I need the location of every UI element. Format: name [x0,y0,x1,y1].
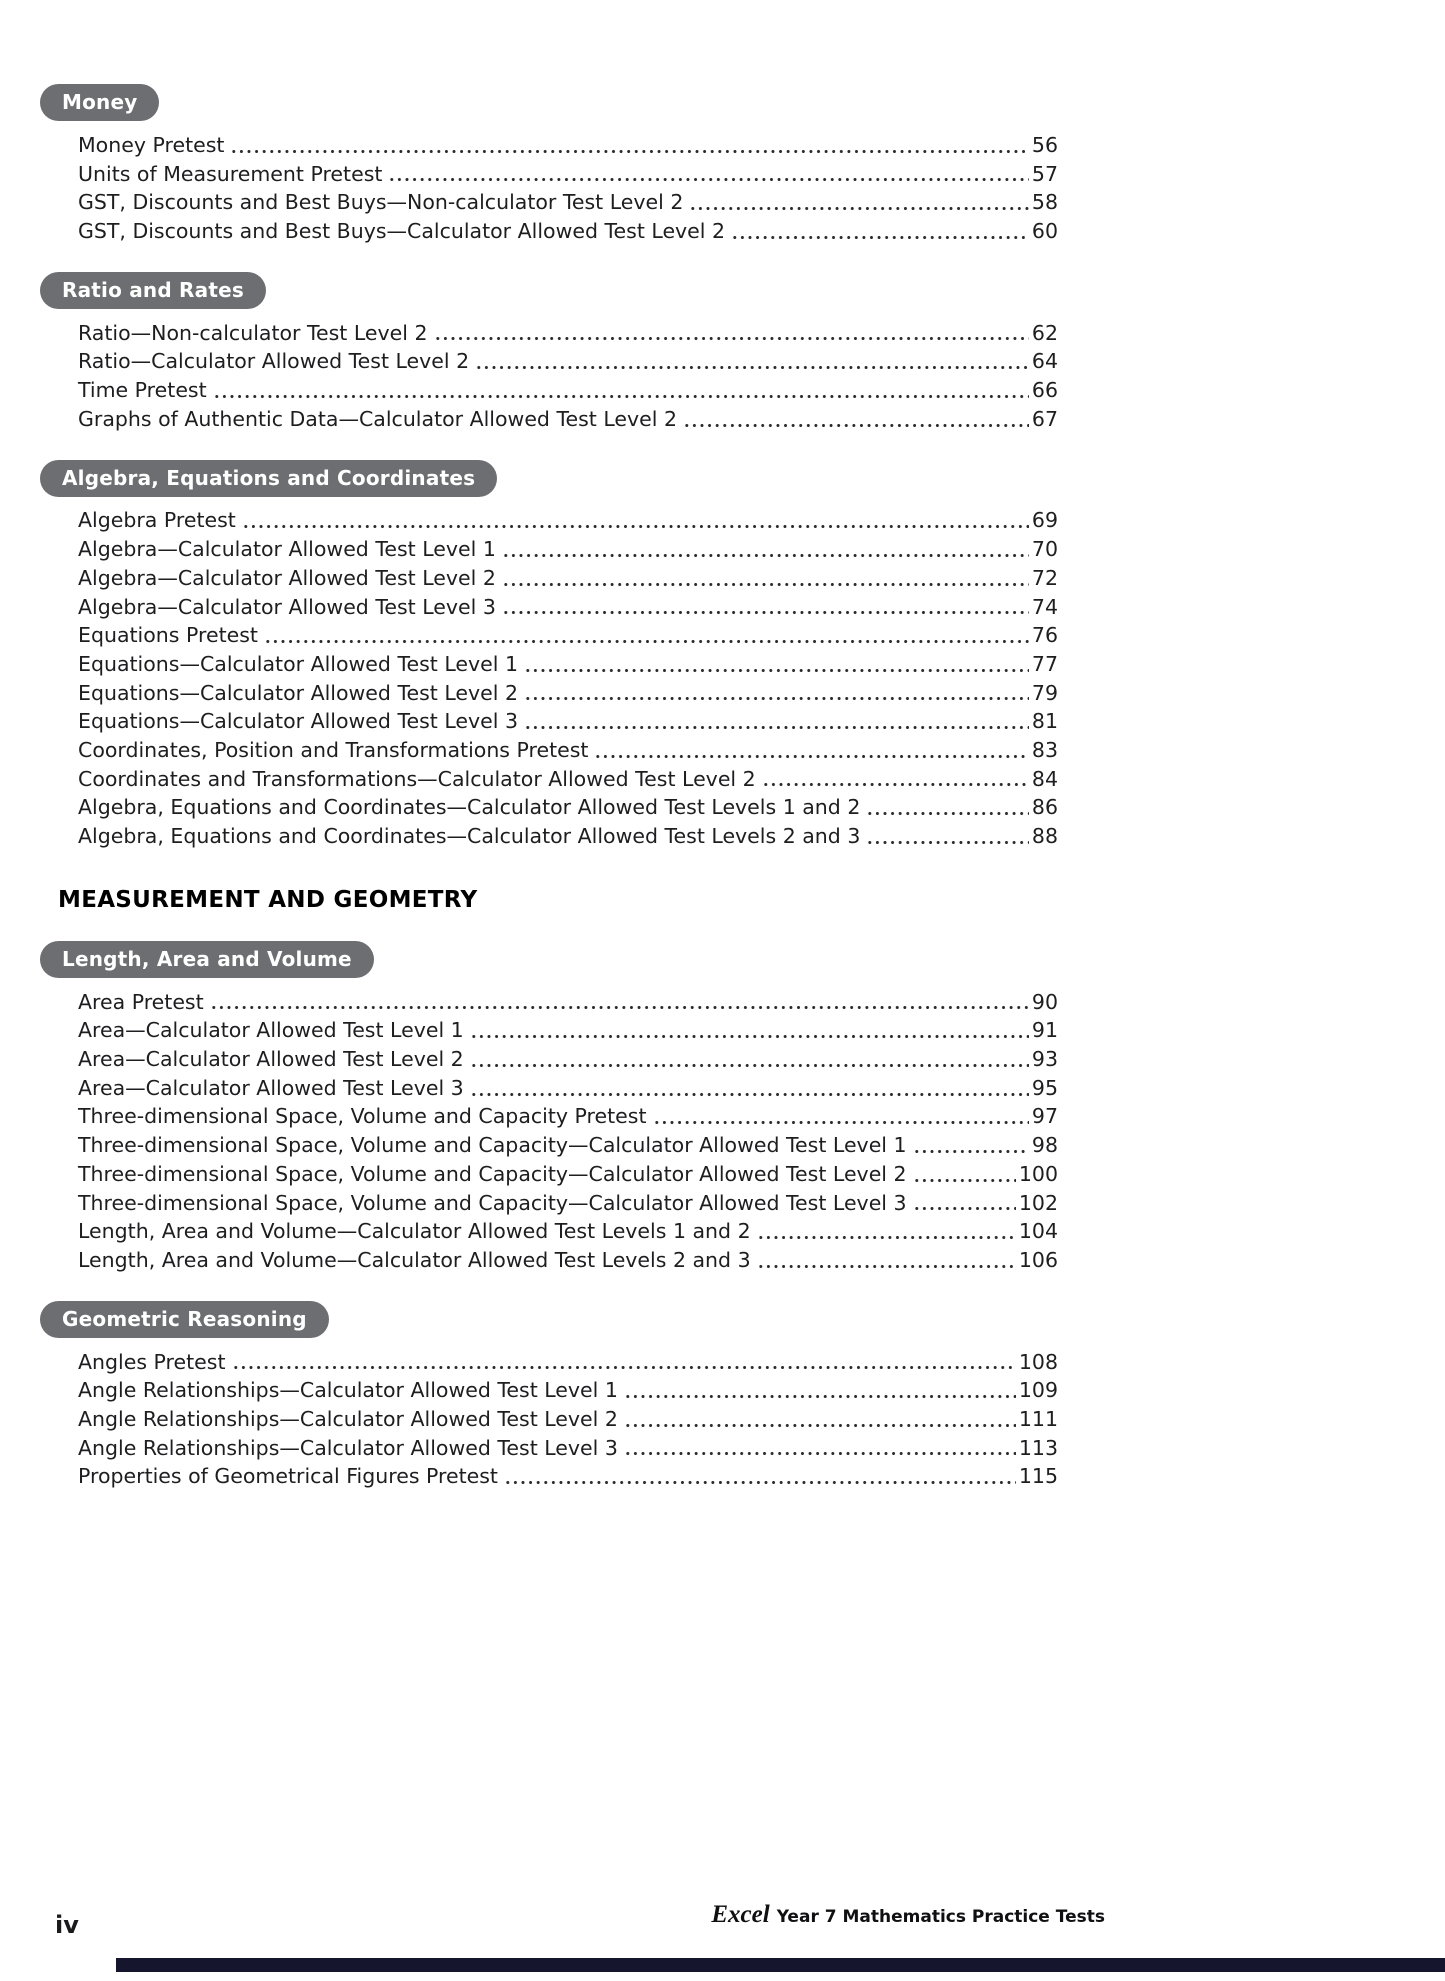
toc-entry-title: Algebra, Equations and Coordinates—Calculator Allowed Test Levels 2 and 3 [78,824,861,849]
toc-entry-title: Area—Calculator Allowed Test Level 3 [78,1075,464,1100]
toc-entry [78,1045,1058,1074]
toc-entry-title: Time Pretest [78,378,207,403]
dot-leader [230,150,1028,153]
toc-entry-title: Area Pretest [78,989,204,1014]
toc-entry-page: 70 [1031,537,1058,562]
section-algebra-equations-coordinates [40,460,1058,851]
section-pill: Length, Area and Volume [40,941,374,978]
dot-leader [624,1452,1016,1455]
dot-leader [689,207,1028,210]
toc-entry-page: 98 [1031,1133,1058,1158]
toc-entry [78,793,1058,822]
toc-entry [78,1376,1058,1405]
toc-entry [78,736,1058,765]
toc-entry-page: 104 [1018,1219,1058,1244]
toc-entry-title: Angle Relationships—Calculator Allowed Test Level 1 [78,1378,618,1403]
dot-leader [866,812,1029,815]
toc-entry-title: Length, Area and Volume—Calculator Allowed Test Levels 2 and 3 [78,1247,751,1272]
section-length-area-volume [40,941,1058,1275]
toc-entry [78,131,1058,160]
toc-entry [78,621,1058,650]
toc-entry-title: GST, Discounts and Best Buys—Calculator Allowed Test Level 2 [78,219,726,244]
toc-entry-title: Ratio—Non-calculator Test Level 2 [78,320,428,345]
toc-entry [78,988,1058,1017]
toc-entry-title: Graphs of Authentic Data—Calculator Allowed Test Level 2 [78,406,678,431]
toc-entry-page: 76 [1031,623,1058,648]
part-heading-measurement-and-geometry: MEASUREMENT AND GEOMETRY [58,886,478,913]
toc-entry-title: Three-dimensional Space, Volume and Capacity Pretest [78,1104,647,1129]
dot-leader [502,583,1029,586]
toc-entry [78,1131,1058,1160]
toc-entry [78,535,1058,564]
toc-entry [78,319,1058,348]
toc-entry-page: 81 [1031,709,1058,734]
toc-entry-page: 115 [1018,1464,1058,1489]
section-entries [40,319,1058,434]
toc-entry-title: Coordinates, Position and Transformations Pretest [78,737,589,762]
toc-entry [78,593,1058,622]
toc-entry-title: Angles Pretest [78,1349,226,1374]
dot-leader [470,1093,1029,1096]
toc-entry [78,1434,1058,1463]
dot-leader [504,1481,1016,1484]
toc-entry-title: Coordinates and Transformations—Calculator Allowed Test Level 2 [78,766,756,791]
toc-entry-page: 62 [1031,320,1058,345]
toc-entry [78,1217,1058,1246]
dot-leader [757,1236,1016,1239]
section-pill: Geometric Reasoning [40,1301,329,1338]
dot-leader [524,697,1029,700]
footer-brand: Excel [711,1901,770,1928]
dot-leader [502,611,1029,614]
section-entries [40,507,1058,851]
toc-entry-page: 66 [1031,378,1058,403]
toc-entry [78,1246,1058,1275]
section-pill: Money [40,84,159,121]
dot-leader [475,366,1029,369]
toc-entry-page: 91 [1031,1018,1058,1043]
toc-entry [78,765,1058,794]
toc-entry-page: 69 [1031,508,1058,533]
toc-entry-page: 60 [1031,219,1058,244]
toc-entry-page: 93 [1031,1047,1058,1072]
dot-leader [762,783,1029,786]
toc-entry-title: Equations Pretest [78,623,258,648]
toc-entry-title: Money Pretest [78,132,225,157]
section-ratio-and-rates [40,272,1058,434]
dot-leader [213,395,1029,398]
toc-entry-page: 83 [1031,737,1058,762]
toc-entry [78,1405,1058,1434]
section-entries [40,131,1058,246]
toc-entry-title: Length, Area and Volume—Calculator Allowed Test Levels 1 and 2 [78,1219,751,1244]
toc-entry [78,1462,1058,1491]
dot-leader [624,1424,1016,1427]
toc-entry-title: Properties of Geometrical Figures Pretest [78,1464,498,1489]
toc-entry-page: 97 [1031,1104,1058,1129]
toc-entry-page: 109 [1018,1378,1058,1403]
toc-entry [78,1103,1058,1132]
toc-entry-title: GST, Discounts and Best Buys—Non-calculator Test Level 2 [78,190,684,215]
dot-leader [913,1150,1029,1153]
toc-entry-title: Algebra—Calculator Allowed Test Level 1 [78,537,496,562]
toc-entry [78,564,1058,593]
toc-entry-page: 111 [1018,1406,1058,1431]
toc-entry-page: 102 [1018,1190,1058,1215]
dot-leader [913,1207,1016,1210]
toc-entry [78,347,1058,376]
dot-leader [757,1265,1016,1268]
toc-entry [78,160,1058,189]
toc-entry [78,405,1058,434]
toc-entry-title: Three-dimensional Space, Volume and Capacity—Calculator Allowed Test Level 2 [78,1161,907,1186]
toc-entry-title: Equations—Calculator Allowed Test Level 2 [78,680,519,705]
toc-entry [78,1074,1058,1103]
toc-entry [78,679,1058,708]
toc-entry-title: Algebra—Calculator Allowed Test Level 2 [78,565,496,590]
toc-entry-page: 113 [1018,1435,1058,1460]
toc-entry-title: Area—Calculator Allowed Test Level 2 [78,1047,464,1072]
toc-entry [78,1160,1058,1189]
toc-entry-title: Algebra Pretest [78,508,236,533]
dot-leader [470,1035,1029,1038]
toc-entry-title: Equations—Calculator Allowed Test Level 3 [78,709,519,734]
footer-book-title: Year 7 Mathematics Practice Tests [776,1907,1105,1927]
dot-leader [502,554,1029,557]
toc-entry-title: Three-dimensional Space, Volume and Capacity—Calculator Allowed Test Level 1 [78,1133,907,1158]
toc-entry [78,188,1058,217]
dot-leader [388,178,1028,181]
dot-leader [866,841,1029,844]
toc-entry [78,1016,1058,1045]
dot-leader [594,755,1028,758]
toc-entry-page: 90 [1031,989,1058,1014]
dot-leader [653,1121,1029,1124]
toc-entry-title: Equations—Calculator Allowed Test Level 1 [78,651,519,676]
dot-leader [731,236,1029,239]
toc-entry-page: 67 [1031,406,1058,431]
toc-entry-title: Three-dimensional Space, Volume and Capacity—Calculator Allowed Test Level 3 [78,1190,907,1215]
toc-entry-title: Angle Relationships—Calculator Allowed Test Level 2 [78,1406,618,1431]
toc-entry [78,376,1058,405]
section-entries [40,988,1058,1275]
section-pill: Algebra, Equations and Coordinates [40,460,497,497]
dot-leader [524,669,1029,672]
dot-leader [913,1179,1016,1182]
dot-leader [524,726,1029,729]
section-geometric-reasoning [40,1301,1058,1491]
toc-entry-title: Angle Relationships—Calculator Allowed Test Level 3 [78,1435,618,1460]
footer-page-number: iv [55,1911,79,1939]
footer-book-info [711,1901,1105,1929]
toc-entry-page: 84 [1031,766,1058,791]
section-money [40,84,1058,246]
dot-leader [210,1006,1029,1009]
dot-leader [232,1366,1016,1369]
toc-entry [78,1189,1058,1218]
toc-content [40,84,1058,1517]
toc-entry-title: Ratio—Calculator Allowed Test Level 2 [78,349,470,374]
toc-entry-page: 108 [1018,1349,1058,1374]
toc-entry-page: 106 [1018,1247,1058,1272]
toc-entry-page: 95 [1031,1075,1058,1100]
toc-entry-page: 79 [1031,680,1058,705]
dot-leader [264,640,1029,643]
toc-entry-page: 58 [1031,190,1058,215]
section-entries [40,1348,1058,1491]
dot-leader [470,1064,1029,1067]
toc-entry-page: 74 [1031,594,1058,619]
toc-entry [78,707,1058,736]
toc-entry-page: 72 [1031,565,1058,590]
toc-entry-page: 88 [1031,824,1058,849]
section-pill: Ratio and Rates [40,272,266,309]
dot-leader [683,424,1029,427]
dot-leader [624,1395,1016,1398]
toc-entry [78,650,1058,679]
toc-entry-page: 86 [1031,795,1058,820]
footer-bar [116,1958,1445,1972]
dot-leader [242,525,1029,528]
toc-entry-page: 100 [1018,1161,1058,1186]
toc-entry [78,822,1058,851]
toc-entry-title: Algebra, Equations and Coordinates—Calculator Allowed Test Levels 1 and 2 [78,795,861,820]
toc-entry [78,1348,1058,1377]
toc-entry-title: Area—Calculator Allowed Test Level 1 [78,1018,464,1043]
toc-entry-title: Units of Measurement Pretest [78,161,383,186]
toc-entry-title: Algebra—Calculator Allowed Test Level 3 [78,594,496,619]
dot-leader [434,337,1029,340]
toc-entry-page: 56 [1031,132,1058,157]
toc-entry-page: 64 [1031,349,1058,374]
toc-entry [78,507,1058,536]
toc-entry-page: 77 [1031,651,1058,676]
toc-entry-page: 57 [1031,161,1058,186]
toc-entry [78,217,1058,246]
